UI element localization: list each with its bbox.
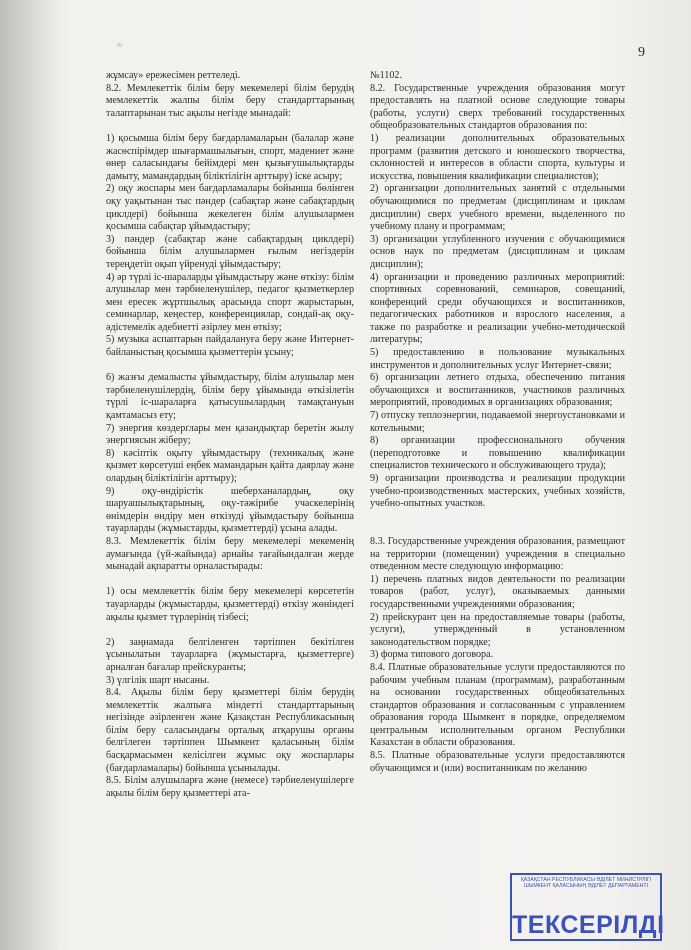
blank-line	[106, 120, 354, 133]
blank-line	[106, 574, 354, 587]
kazakh-paragraph: 7) энергия көздерґлары мен қазандықтар беретін жылу энергиясын жіберу;	[106, 422, 354, 447]
blank-line	[106, 360, 354, 373]
stamp-header-text: ҚАЗАҚСТАН РЕСПУБЛИКАСЫ ӘДІЛЕТ МИНИСТРЛІГІ ШЫМКЕНТ ҚАЛАСЫНЫҢ ӘДІЛЕТ ДЕПАРТАМЕНТІ	[520, 877, 652, 889]
kazakh-paragraph: 9) оқу-өндірістік шеберханалардың, оқу шаруашылықтарының, оқу-тәжірибе учаскелерінің өнімдерін өндіру мен өткізуді ұйымдастыру бойынша тауарларды (жұмыстарды, қызметтерді) ұсына алады.	[106, 485, 354, 535]
russian-paragraph: 7) отпуску теплоэнергии, подаваемой энергоустановками и котельными;	[370, 410, 625, 434]
kazakh-paragraph: 8.4. Ақылы білім беру қызметтері білім берудің мемлекеттік жалпыға міндетті стандарттарының негізінде әзірленген және Қазақстан Республикасының білім беру саласындағы орталық атқарушы органы белгілеген тәртіппен Шымкент қаласының білім басқармасымен келісілген жұмыс оқу жоспарлары (бағдарламалары) бойынша ұсынылады.	[106, 687, 354, 774]
russian-paragraph: 5) предоставлению в пользование музыкальных инструментов и дополнительных услуг Интернет-связи;	[370, 347, 625, 371]
kazakh-paragraph: 3) үлгілік шарт нысаны.	[106, 674, 210, 686]
kazakh-paragraph: 8.3. Мемлекеттік білім беру мекемелері мекеменің аумағында (үй-жайында) арнайы тағайындалған жерде мынадай ақпаратты орналастырады:	[106, 535, 354, 573]
russian-paragraph: 6) организации летнего отдыха, обеспечению питания обучающихся и воспитанников, участников различных мероприятий, проводимых в организациях образования;	[370, 372, 625, 409]
russian-paragraph: 1) реализации дополнительных образовательных программ (развития детского и юношеского творчества, склонностей и интересов в области спорта, культуры и искусства, повышения квалификации специалистов);	[370, 132, 625, 182]
russian-paragraph: 1) перечень платных видов деятельности по реализации товаров (работ, услуг), оказываемых данными государственными учреждениями образования;	[370, 573, 625, 610]
blank-line	[370, 523, 625, 536]
russian-paragraph: 9) организации производства и реализации продукции учебно-производственных мастерских, учебных хозяйств, учебно-опытных участков.	[370, 473, 625, 510]
stamp-word: ТЕКСЕРІЛДІ	[512, 911, 665, 939]
kazakh-paragraph: 1) осы мемлекеттік білім беру мекемелері көрсететін тауарларды (жұмыстарды, қызметтерді) өткізу жөніндегі ақылы қызмет түрлерінің тізбесі;	[106, 586, 354, 623]
kazakh-paragraph: 8) кәсіптік оқыту ұйымдастыру (техникалық және қызмет көрсетуші еңбек мамандарын қайта даярлау және олардың біліктілігін арттыру);	[106, 447, 354, 484]
russian-text-column	[370, 70, 625, 775]
kazakh-paragraph: жұмсау» ережесімен реттеледі.	[106, 70, 241, 81]
russian-paragraph: 3) организации углубленного изучения с обучающимися основ наук по предметам (дисциплинам и циклам дисциплин);	[370, 233, 625, 270]
blank-line	[370, 511, 625, 524]
margin-mark: ≈	[117, 40, 122, 50]
russian-paragraph: №1102.	[370, 70, 402, 81]
russian-paragraph: 3) форма типового договора.	[370, 649, 494, 661]
page-fold-shadow	[0, 0, 62, 950]
kazakh-paragraph: 3) пәндер (сабақтар және сабақтардың циклдері) бойынша білім алушылармен ғылым негіздерін тереңдетіп оқып үйренуді ұйымдастыру;	[106, 233, 354, 270]
russian-paragraph: 8.5. Платные образовательные услуги предоставляются обучающимся и (или) воспитанникам по желанию	[370, 750, 625, 774]
russian-paragraph: 2) прейскурант цен на предоставляемые товары (работы, услуги), утвержденный в установленном законодательством порядке;	[370, 611, 625, 648]
kazakh-paragraph: 5) музыка аспаптарын пайдалануға беру және Интернет-байланыстың қосымша қызметтерін ұсыну;	[106, 334, 354, 359]
kazakh-paragraph: 4) әр түрлі іс-шараларды ұйымдастыру және өткізу: білім алушылар мен тәрбиеленушілер, педагог қызметкерлер мен ересек жұртшылық арасында спорт жарыстарын, семинарлар, кеңестер, конференциялар, сондай-ақ оқу-әдістемелік әдебиетті әзірлеу мен өткізу;	[106, 271, 354, 333]
russian-paragraph: 2) организации дополнительных занятий с отдельными обучающимися по предметам (дисциплинам и циклам дисциплин) сверх учебного времени, выделенного по учебному плану и программам;	[370, 183, 625, 233]
russian-paragraph: 8) организации профессионального обучения (переподготовке и повышению квалификации специалистов технического и обслуживающего труда);	[370, 435, 625, 472]
russian-paragraph: 8.4. Платные образовательные услуги предоставляются по рабочим учебным планам (программам), разработанным на основании государственных общеобязательных стандартов образования и согласованным с управлением образования города Шымкент в порядке, определяемом центральным исполнительным органом Республики Казахстан в области образования.	[370, 661, 625, 749]
kazakh-paragraph: 6) жазғы демалысты ұйымдастыру, білім алушылар мен тәрбиеленушілердің, білім беру ұйымында өткізілетін түрлі іс-шараларға қатысушылардың тамақтануын қамтамасыз ету;	[106, 372, 354, 422]
kazakh-text-column	[106, 70, 354, 800]
verification-stamp	[510, 873, 665, 941]
kazakh-paragraph: 2) оқу жоспары мен бағдарламалары бойынша бөлінген оқу уақытынан тыс пәндер (сабақтар және сабақтардың циклдері) бойынша жекелеген білім алушылармен қосымша сабақтар ұйымдастыру;	[106, 183, 354, 233]
russian-paragraph: 8.2. Государственные учреждения образования могут предоставлять на платной основе следующие товары (работы, услуги) сверх требований государственных общеобразовательных стандартов образования по:	[370, 82, 625, 132]
russian-paragraph: 4) организации и проведению различных мероприятий: спортивных соревнований, семинаров, совещаний, конференций среди обучающихся и воспитанников, педагогических работников и взрослого населения, а также по разработке и реализации учебно-методической литературы;	[370, 271, 625, 346]
kazakh-paragraph: 8.5. Білім алушыларға және (немесе) тәрбиеленушілерге ақылы білім беру қызметтері ата-	[106, 775, 354, 799]
page-number: 9	[638, 45, 645, 60]
blank-line	[106, 624, 354, 637]
kazakh-paragraph: 8.2. Мемлекеттік білім беру мекемелері білім берудің мемлекеттік жалпы білім беру стандарттарының талаптарынан тыс ақылы негізде мынадай:	[106, 82, 354, 119]
russian-paragraph: 8.3. Государственные учреждения образования, размещают на территории (помещении) учреждения в специально отведенном месте следующую информацию:	[370, 535, 625, 573]
kazakh-paragraph: 1) қосымша білім беру бағдарламаларын (балалар және жасөспірімдер шығармашылығын, спорт, мәдениет және өнер саласындағы бейімдері мен қызығушылықтарды дамыту, мамандардың біліктілігін арттыру) іске асыру;	[106, 132, 354, 182]
kazakh-paragraph: 2) заңнамада белгіленген тәртіппен бекітілген ұсынылатын тауарларға (жұмыстарға, қызметтерге) арналған бағалар прейскуранты;	[106, 636, 354, 673]
